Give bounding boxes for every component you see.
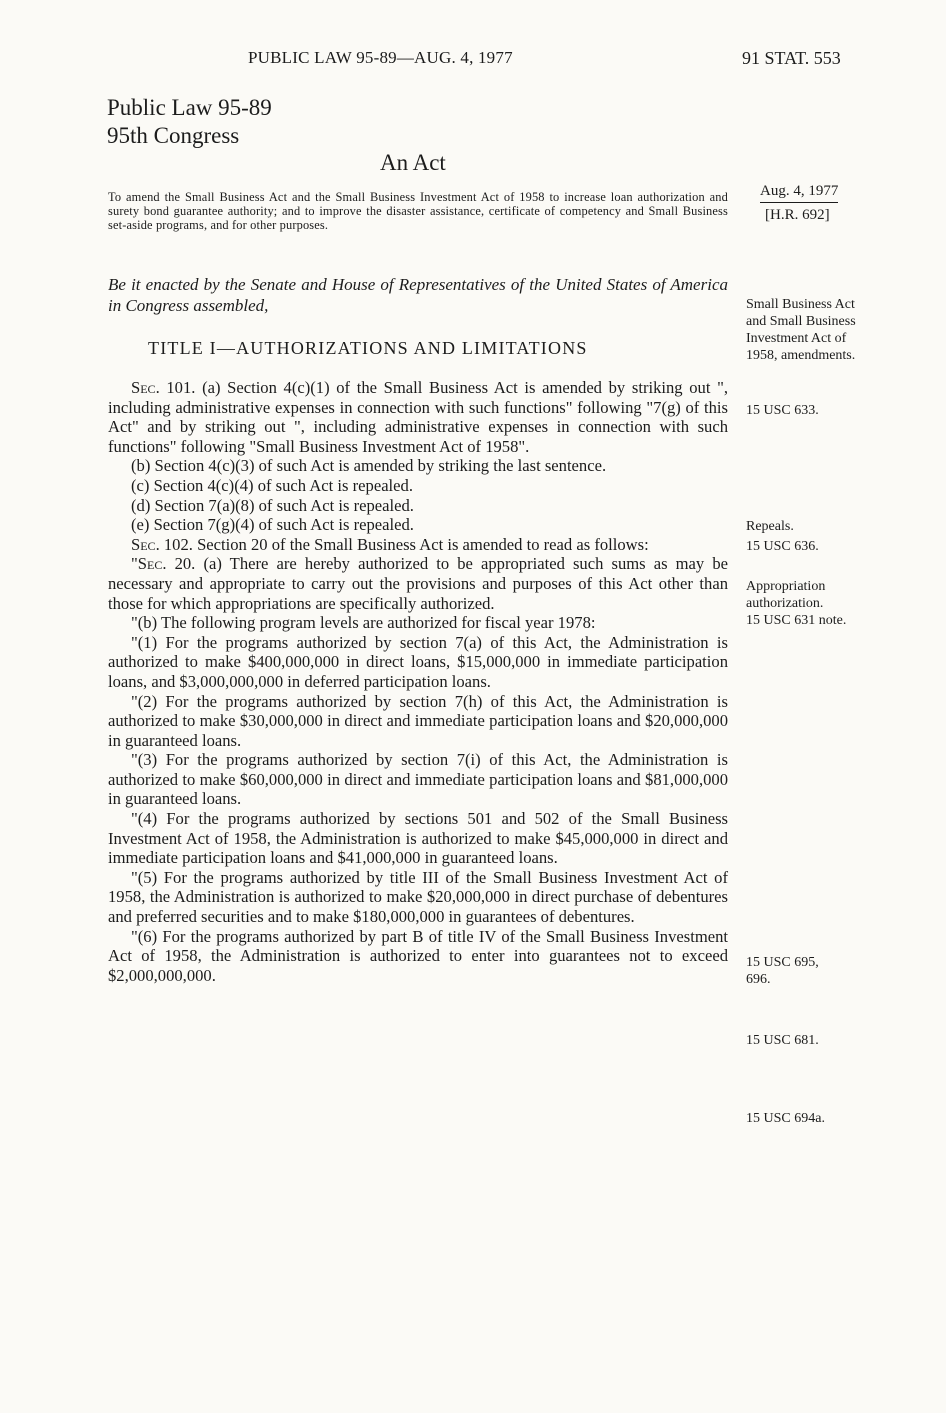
act-heading: An Act <box>380 150 446 175</box>
section-101-e: (e) Section 7(g)(4) of such Act is repealed. <box>131 515 414 535</box>
section-20-a <box>108 554 728 613</box>
program-3: "(3) For the programs authorized by section 7(i) of this Act, the Administration is authorized to make $60,000,000 in direct and immediate participation loans and $81,000,000 in guaranteed loans. <box>108 750 728 809</box>
section-text: (a) There are hereby authorized to be appropriated such sums as may be necessary and appropriate to carry out the provisions and purposes of this Act other than those for which appropriations are specifically authorized. <box>108 554 728 613</box>
program-6: "(6) For the programs authorized by part B of title IV of the Small Business Investment Act of 1958, the Administration is authorized to enter into guarantees not to exceed $2,000,000,000. <box>108 926 728 985</box>
date-bill-box <box>760 183 870 224</box>
public-law-number: Public Law 95-89 <box>107 95 272 120</box>
statute-body <box>108 378 728 985</box>
running-head: PUBLIC LAW 95-89—AUG. 4, 1977 <box>248 48 513 67</box>
margin-note-appropriation: Appropriation authorization. <box>746 579 826 611</box>
program-5: "(5) For the programs authorized by title III of the Small Business Investment Act of 1958, the Administration is authorized to make $20,000,000 in direct purchase of debentures and preferred securities and to make $180,000,000 in guarantees of debentures. <box>108 867 728 927</box>
section-20-b: "(b) The following program levels are authorized for fiscal year 1978: <box>131 613 596 633</box>
margin-note-usc636: 15 USC 636. <box>746 539 819 554</box>
margin-note-usc694a: 15 USC 694a. <box>746 1111 825 1126</box>
purpose-statement: To amend the Small Business Act and the Small Business Investment Act of 1958 to increase loan authorization and surety bond guarantee authority; and to improve the disaster assistance, certificate of competency and Small Business set-aside programs, and for other purposes. <box>108 190 728 232</box>
section-101-d: (d) Section 7(a)(8) of such Act is repealed. <box>131 495 414 515</box>
margin-note-repeals: Repeals. <box>746 519 794 534</box>
margin-note-usc681: 15 USC 681. <box>746 1033 819 1048</box>
margin-note-amendments: Small Business Act and Small Business Investment Act of 1958, amendments. <box>746 297 856 363</box>
section-102 <box>108 535 728 555</box>
section-101-b: (b) Section 4(c)(3) of such Act is amended by striking the last sentence. <box>131 456 607 476</box>
margin-note-usc633: 15 USC 633. <box>746 403 819 418</box>
program-1: "(1) For the programs authorized by section 7(a) of this Act, the Administration is authorized to make $400,000,000 in direct loans, $15,000,000 in immediate participation loans, and $3,000,000,000 in deferred participation loans. <box>108 632 728 691</box>
section-101-a <box>108 378 728 456</box>
enactment-date: Aug. 4, 1977 <box>760 183 838 203</box>
program-2: "(2) For the programs authorized by section 7(h) of this Act, the Administration is authorized to make $30,000,000 in direct and immediate participation loans and $20,000,000 in guaranteed loans. <box>108 691 728 750</box>
section-label: "Sec. 20. <box>131 554 196 574</box>
section-label: Sec. 102. <box>131 534 193 554</box>
section-text: Section 20 of the Small Business Act is amended to read as follows: <box>197 534 649 554</box>
bill-number: [H.R. 692] <box>765 207 830 223</box>
program-4: "(4) For the programs authorized by sections 501 and 502 of the Small Business Investment Act of 1958, the Administration is authorized to make $45,000,000 in direct and immediate participation loans and $41,000,000 in guaranteed loans. <box>108 809 728 868</box>
section-101-c: (c) Section 4(c)(4) of such Act is repealed. <box>131 475 413 495</box>
title-heading: TITLE I—AUTHORIZATIONS AND LIMITATIONS <box>148 338 588 358</box>
stat-page-number: 91 STAT. 553 <box>742 48 841 68</box>
section-label: Sec. 101. <box>131 378 196 397</box>
margin-note-usc695: 15 USC 695, 696. <box>746 955 819 987</box>
margin-note-usc631: 15 USC 631 note. <box>746 613 847 628</box>
section-text: (a) Section 4(c)(1) of the Small Business Act is amended by striking out ", including administrative expenses in connection with such functions" following "7(g) of this Act" and by striking out ", including administrative expenses in connection with such functions" following "Small Business Investment Act of 1958". <box>108 378 728 456</box>
enacting-clause: Be it enacted by the Senate and House of Representatives of the United States of America in Congress assembled, <box>108 275 728 315</box>
congress-label: 95th Congress <box>107 123 240 148</box>
